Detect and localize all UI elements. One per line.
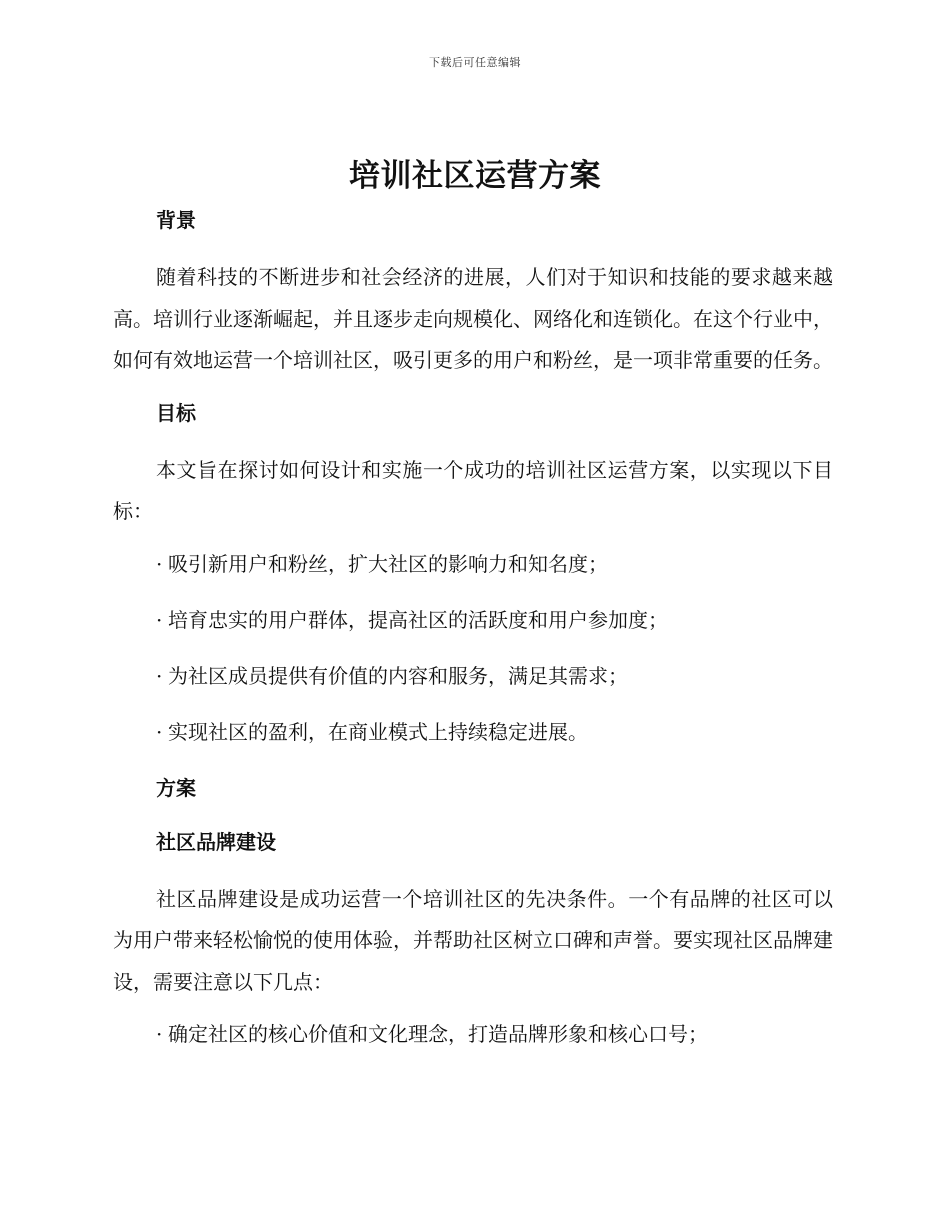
header-note: 下载后可任意编辑: [429, 56, 521, 69]
bullet-dot-icon: ·: [156, 719, 163, 744]
goal-item-text: 吸引新用户和粉丝，扩大社区的影响力和知名度；: [168, 551, 608, 576]
brand-list-item: [113, 1017, 833, 1051]
section-heading-plan: 方案: [156, 775, 196, 800]
goal-item-text: 培育忠实的用户群体，提高社区的活跃度和用户参加度；: [168, 607, 668, 632]
brand-item-text: 确定社区的核心价值和文化理念，打造品牌形象和核心口号；: [168, 1022, 708, 1046]
brand-paragraph: 社区品牌建设是成功运营一个培训社区的先决条件。一个有品牌的社区可以为用户带来轻松愉悦的使用体验，并帮助社区树立口碑和声誉。要实现社区品牌建设，需要注意以下几点：: [113, 886, 833, 994]
goal-list-item: [113, 603, 833, 637]
bullet-dot-icon: ·: [156, 551, 163, 576]
goal-item-text: 实现社区的盈利，在商业模式上持续稳定进展。: [168, 719, 588, 744]
document-title: 培训社区运营方案: [349, 158, 601, 194]
goal-list-item: [113, 659, 833, 693]
goal-item-text: 为社区成员提供有价值的内容和服务，满足其需求；: [168, 663, 628, 688]
goal-paragraph: 本文旨在探讨如何设计和实施一个成功的培训社区运营方案，以实现以下目标：: [113, 457, 833, 523]
bullet-dot-icon: ·: [156, 1022, 163, 1046]
document-body: [113, 203, 833, 1073]
section-heading-background: 背景: [156, 208, 196, 232]
bullet-dot-icon: ·: [156, 607, 163, 632]
goal-list-item: [113, 547, 833, 581]
bullet-dot-icon: ·: [156, 663, 163, 688]
goal-list-item: [113, 715, 833, 749]
section-heading-goal: 目标: [156, 400, 196, 425]
background-paragraph: 随着科技的不断进步和社会经济的进展，人们对于知识和技能的要求越来越高。培训行业逐渐崛起，并且逐步走向规模化、网络化和连锁化。在这个行业中，如何有效地运营一个培训社区，吸引更多的用户和粉丝，是一项非常重要的任务。: [113, 265, 833, 372]
subsection-heading-brand: 社区品牌建设: [156, 829, 276, 854]
